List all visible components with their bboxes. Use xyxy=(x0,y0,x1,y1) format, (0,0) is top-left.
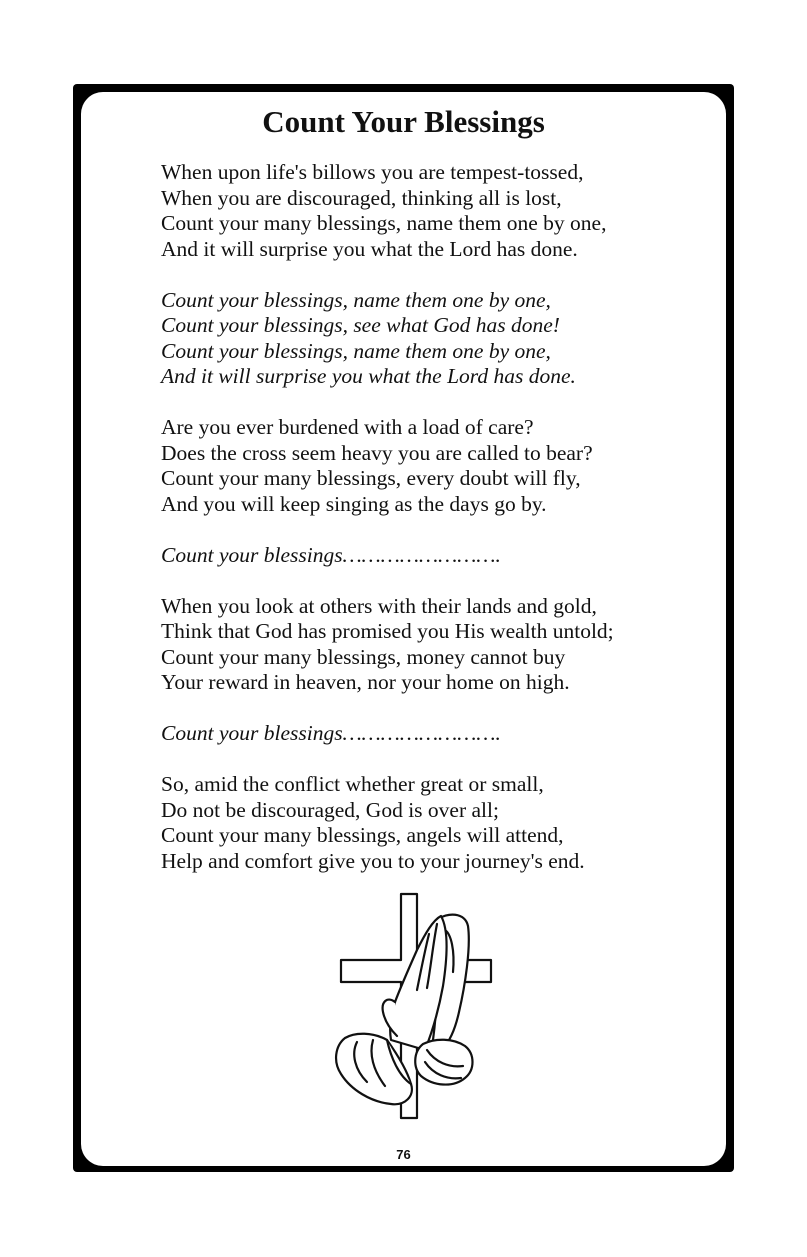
lyric-line: Count your blessings, see what God has done! xyxy=(161,313,560,337)
lyric-line: Help and comfort give you to your journey's end. xyxy=(161,848,585,873)
lyric-line: Does the cross seem heavy you are called to bear? xyxy=(161,440,593,465)
lyric-line: So, amid the conflict whether great or small, xyxy=(161,772,544,796)
lyric-line: Count your blessings, name them one by one, xyxy=(161,338,551,363)
lyric-line: Your reward in heaven, nor your home on high. xyxy=(161,670,570,694)
lyric-line: And you will keep singing as the days go by. xyxy=(161,491,547,516)
lyric-line: Count your many blessings, angels will attend, xyxy=(161,823,564,847)
lyric-line: When you look at others with their lands and gold, xyxy=(161,593,597,618)
lyric-line: When you are discouraged, thinking all is lost, xyxy=(161,185,562,210)
lyric-line: Count your many blessings, every doubt will fly, xyxy=(161,466,581,490)
lyric-line: Are you ever burdened with a load of care? xyxy=(161,415,534,439)
lyric-line: Count your blessings……………………. xyxy=(161,542,501,567)
stanza-verse-2 xyxy=(161,415,701,517)
stanza-chorus-ref xyxy=(161,721,701,747)
stanza-chorus xyxy=(161,288,701,390)
page-number: 76 xyxy=(396,1147,411,1162)
stanza-verse-4 xyxy=(161,772,701,874)
lyric-line: Count your many blessings, name them one by one, xyxy=(161,211,607,235)
stanza-chorus-ref xyxy=(161,543,701,569)
lyric-line: Count your many blessings, money cannot buy xyxy=(161,644,566,669)
lyric-line: Count your blessings, name them one by one, xyxy=(161,287,551,312)
lyric-line: Think that God has promised you His wealth untold; xyxy=(161,619,614,643)
praying-hands-cross-icon xyxy=(325,890,500,1130)
lyric-line: And it will surprise you what the Lord has done. xyxy=(161,364,576,388)
lyric-line: Count your blessings……………………. xyxy=(161,721,501,745)
lyric-line: Do not be discouraged, God is over all; xyxy=(161,797,499,822)
stanza-verse-1 xyxy=(161,160,701,262)
lyric-line: And it will surprise you what the Lord has done. xyxy=(161,236,578,261)
lyric-line: When upon life's billows you are tempest-tossed, xyxy=(161,160,584,184)
stanza-verse-3 xyxy=(161,594,701,696)
hymn-body xyxy=(161,160,701,900)
hymn-title: Count Your Blessings xyxy=(262,104,545,139)
